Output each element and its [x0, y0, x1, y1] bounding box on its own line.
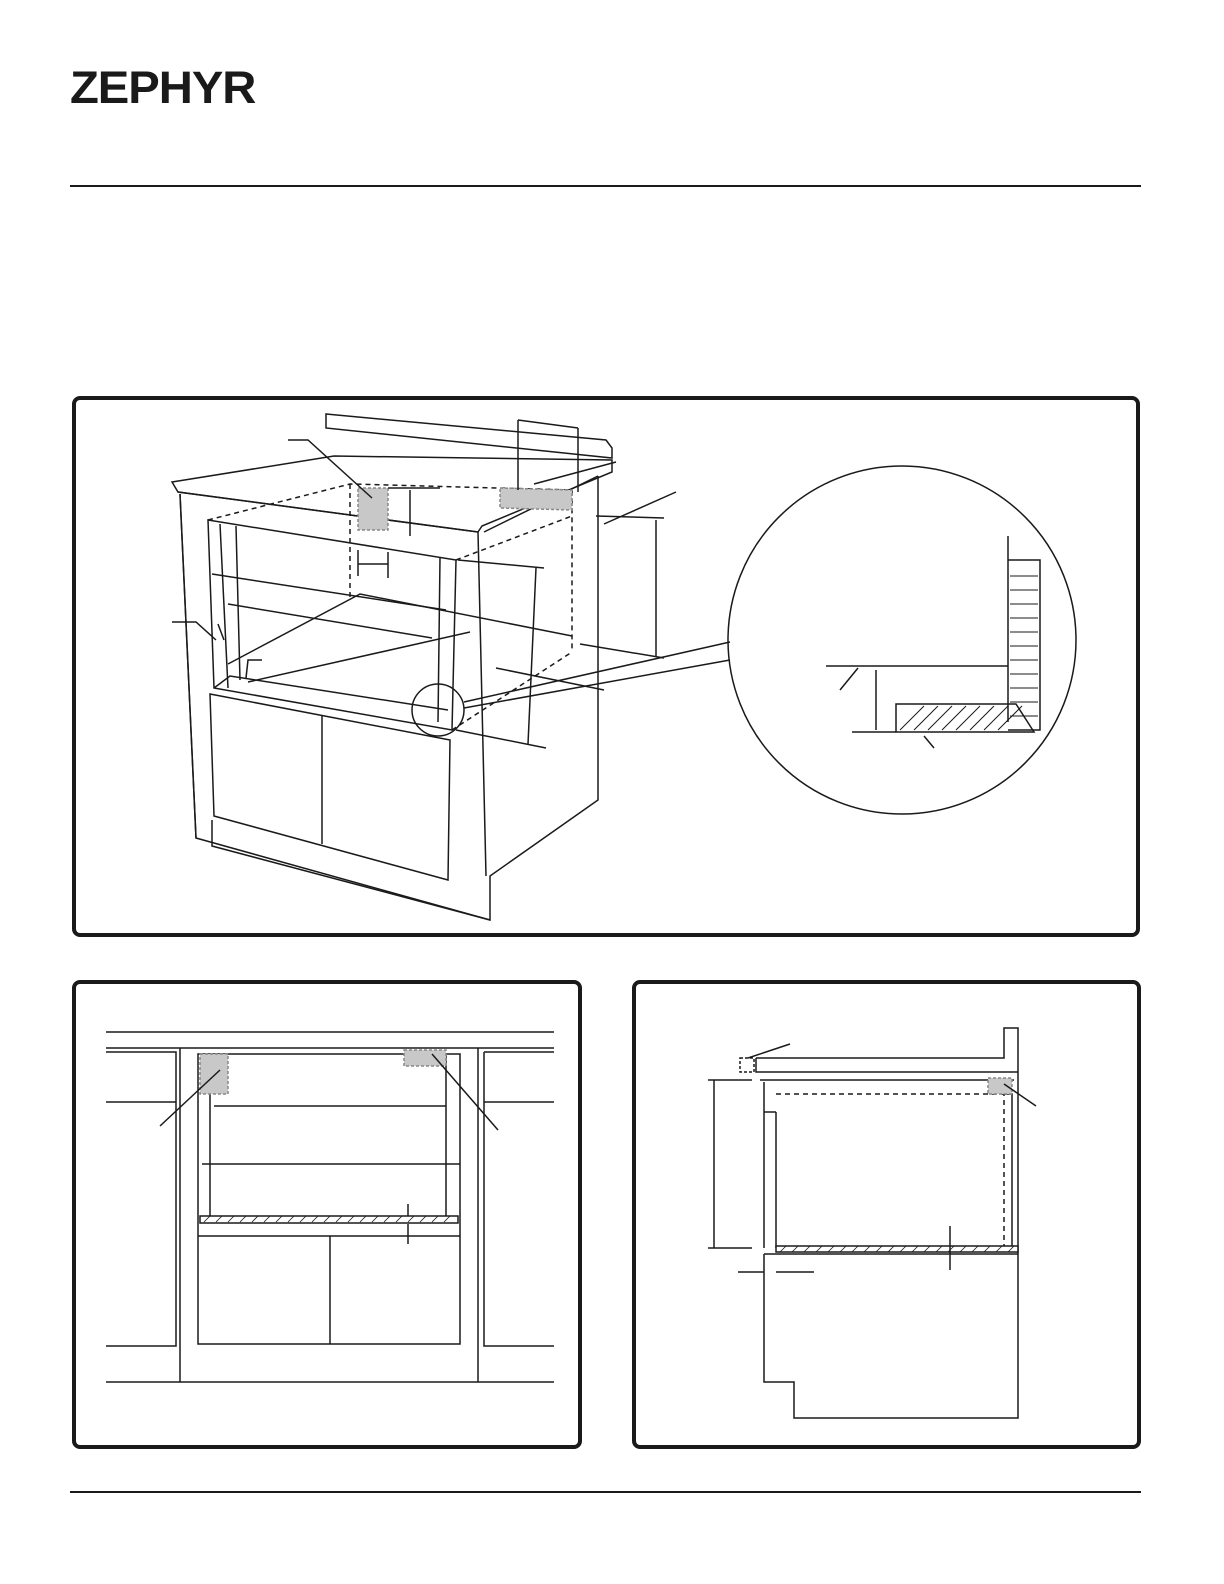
- footer-divider: [70, 1491, 1141, 1493]
- cabinet-perspective-figure: [72, 396, 1140, 937]
- cabinet-perspective-drawing: [76, 400, 1136, 933]
- side-view-figure: [632, 980, 1141, 1449]
- header-divider: [70, 185, 1141, 187]
- front-view-figure: [72, 980, 582, 1449]
- front-view-drawing: [76, 984, 578, 1445]
- zephyr-logo: [70, 62, 256, 113]
- side-view-drawing: [636, 984, 1137, 1445]
- brand-wordmark: ZEPHYR: [70, 62, 256, 113]
